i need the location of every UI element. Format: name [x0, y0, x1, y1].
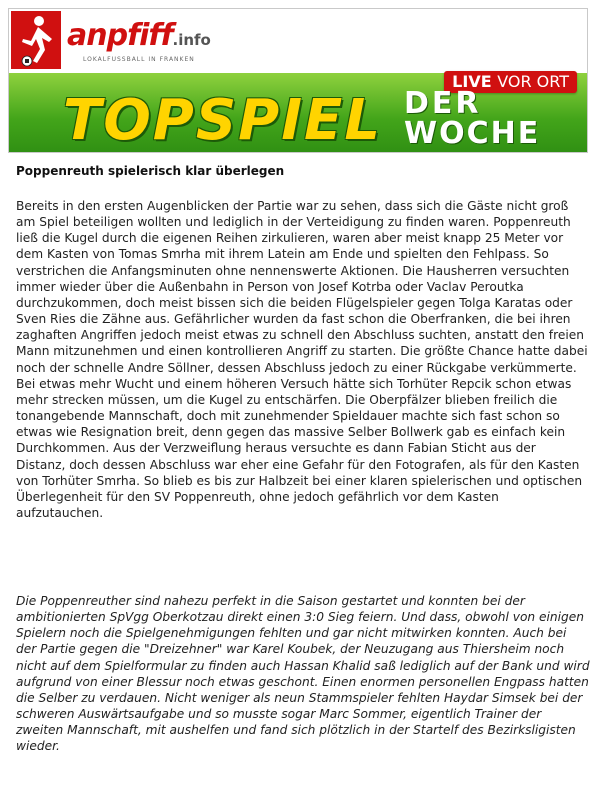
headline-der: DER: [404, 86, 482, 121]
article-title: Poppenreuth spielerisch klar überlegen: [16, 164, 285, 178]
brand-tagline: LOKALFUSSBALL IN FRANKEN: [83, 56, 195, 63]
brand-logo: anpfiff.info: [67, 18, 211, 53]
article-italic-paragraph: Die Poppenreuther sind nahezu perfekt in die Saison gestartet und konnten bei der ambitionierten SpVgg Oberkotzau direkt einen 3:0 Sieg feiern. Und dass, obwohl von einigen Spielern noch die Spielgenehmigungen fehlten und gar nicht mitwirken konnten. Auch bei der Partie gegen die "Dreizehner" war Karel Koubek, der Neuzugang aus Thiersheim noch nicht auf dem Spielformular zu finden auch Hassan Khalid saß lediglich auf der Bank und wird aufgrund von einer Blessur noch etwas geschont. Einen enormen personellen Engpass hatten die Selber zu verdauen. Nicht weniger als neun Stammspieler fehlten Haydar Simsek bei der schweren Auswärtsaufgabe und so musste sogar Marc Sommer, eigentlich Trainer der zweiten Mannschaft, mit aushelfen und fand sich plötzlich in der Startelf des Bezirksligisten wieder.: [16, 594, 590, 754]
topspiel-headline: TOPSPIEL: [63, 88, 382, 153]
article-body: Bereits in den ersten Augenblicken der Partie war zu sehen, dass sich die Gäste nicht groß am Spiel beteiligen wollten und lediglich in der Verteidigung zu finden waren. Poppenreuth ließ die Kugel durch die eigenen Reihen zirkulieren, waren aber meist knapp 25 Meter vor dem Kasten von Tomas Smrha mit ihrem Latein am Ende und spielten den Fehlpass. So verstrichen die Anfangsminuten ohne nennenswerte Aktionen. Die Hausherren versuchten immer wieder über die Außenbahn in Person von Josef Kotrba oder Vaclav Peroutka durchzukommen, doch meist bissen sich die beiden Flügelspieler gegen Tolga Karatas oder Sven Ries die Zähne aus. Gefährlicher wurden da fast schon die Oberfranken, die bei ihren zaghaften Angriffen jedoch meist etwas zu schnell den Abschluss suchten, anstatt den freien Mann mitzunehmen und einen kontrollieren Angriff zu starten. Die größte Chance hatte dabei noch der schnelle Andre Söllner, dessen Abschluss jedoch zu einer Rückgabe verkümmerte. Bei etwas mehr Wucht und einem höheren Versuch hätte sich Torhüter Repcik schon etwas mehr strecken müssen, um die Kugel zu entschärfen. Die Oberpfälzer blieben freilich die tonangebende Mannschaft, doch mit zunehmender Spieldauer machte sich fast schon so etwas wie Resignation breit, denn gegen das massive Selber Bollwerk gab es einfach kein Durchkommen. Aus der Verzweiflung heraus versuchte es dann Fabian Sticht aus der Distanz, doch dessen Abschluss war eher eine Gefahr für den Fotografen, als für den Kasten von Torhüter Smrha. So blieb es bis zur Halbzeit bei einer klaren spielerischen und optischen Überlegenheit für den SV Poppenreuth, ohne jedoch gefährlich vor dem Kasten aufzutauchen.: [16, 199, 588, 520]
topspiel-banner: [8, 8, 588, 153]
soccer-player-icon: [11, 11, 61, 69]
headline-woche: WOCHE: [404, 116, 541, 151]
live-vor-ort-badge: LIVE VOR ORT: [444, 71, 577, 93]
